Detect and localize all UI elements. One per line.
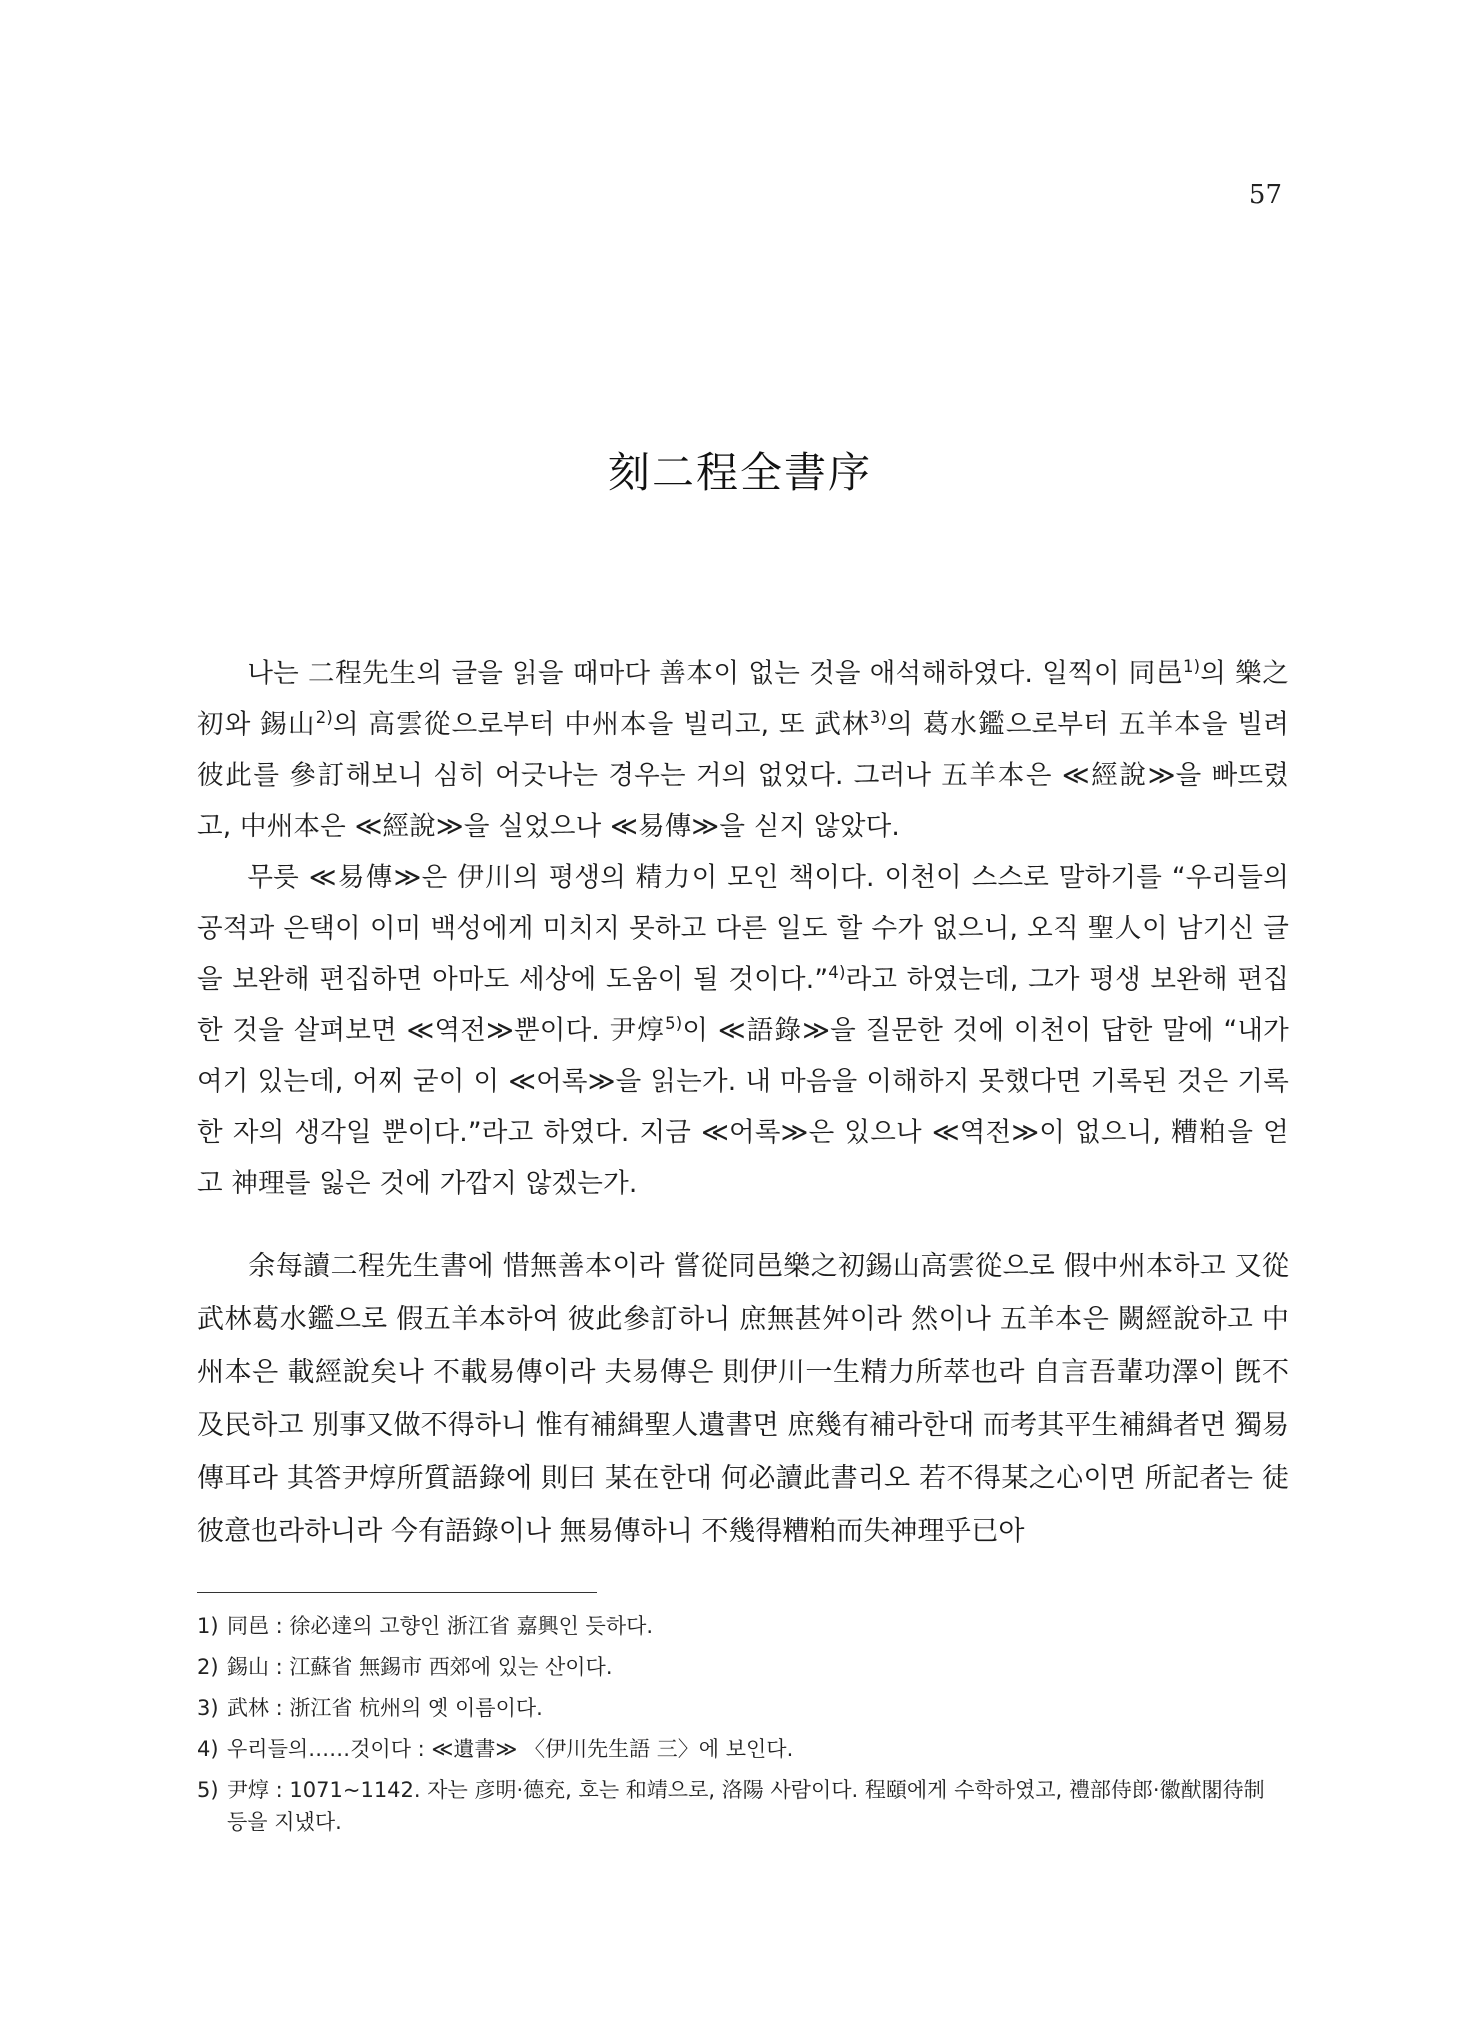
korean-paragraph-1: 나는 二程先生의 글을 읽을 때마다 善本이 없는 것을 애석해하였다. 일찍이 同邑$^{1)}$의 樂之初와 錫山$^{2)}$의 高雲從으로부터 中州本을 빌리고, 또 武林$^{3)}$의 葛水鑑으로부터 五羊本을 빌려 彼此를 參訂해보니 심히 어긋나는 경우는 거의 없었다. 그러나 五羊本은 ≪經說≫을 빠뜨렸고, 中州本은 ≪經說≫을 실었으나 ≪易傳≫을 싣지 않았다.	[197, 657, 1289, 842]
footnotes	[197, 1610, 1289, 1847]
footnote-text: 武林 : 浙江省 杭州의 옛 이름이다.	[227, 1696, 543, 1720]
footnote-text: 錫山 : 江蘇省 無錫市 西郊에 있는 산이다.	[227, 1655, 613, 1679]
footnote-marker: 4)	[828, 963, 846, 983]
footnote-item	[197, 1774, 1289, 1838]
page-number: 57	[1248, 180, 1282, 210]
footnote-marker: 1)	[1183, 657, 1201, 677]
footnote-item	[197, 1733, 1289, 1765]
footnote-text: 同邑 : 徐必達의 고향인 浙江省 嘉興인 듯하다.	[227, 1614, 654, 1638]
classical-chinese-text	[197, 1240, 1289, 1558]
footnote-number: 5)	[197, 1778, 219, 1802]
footnote-text: 우리들의……것이다 : ≪遺書≫ 〈伊川先生語 三〉에 보인다.	[227, 1737, 794, 1761]
footnote-divider	[197, 1592, 597, 1593]
footnote-number: 4)	[197, 1737, 219, 1761]
hanmun-paragraph: 余每讀二程先生書에 惜無善本이라 嘗從同邑樂之初錫山高雲從으로 假中州本하고 又從武林葛水鑑으로 假五羊本하여 彼此參訂하니 庶無甚舛이라 然이나 五羊本은 闕經說하고 中州本은 載經說矣나 不載易傳이라 夫易傳은 則伊川一生精力所萃也라 自言吾輩功澤이 旣不及民하고 別事又做不得하니 惟有補緝聖人遺書면 庶幾有補라한대 而考其平生補緝者면 獨易傳耳라 其答尹焞所質語錄에 則曰 某在한대 何必讀此書리오 若不得某之心이면 所記者는 徒彼意也라하니라 今有語錄이나 無易傳하니 不幾得糟粕而失神理乎已아	[197, 1251, 1289, 1547]
footnote-marker: 3)	[869, 708, 888, 728]
korean-translation	[197, 648, 1289, 1209]
footnote-marker: 2)	[315, 708, 333, 728]
footnote-item	[197, 1692, 1289, 1724]
footnote-number: 2)	[197, 1655, 219, 1679]
footnote-marker: 5)	[665, 1014, 683, 1034]
page-title: 刻二程全書序	[607, 448, 872, 497]
footnote-number: 1)	[197, 1614, 219, 1638]
korean-paragraph-2: 무릇 ≪易傳≫은 伊川의 평생의 精力이 모인 책이다. 이천이 스스로 말하기를 “우리들의 공적과 은택이 이미 백성에게 미치지 못하고 다른 일도 할 수가 없으니, 오직 聖人이 남기신 글을 보완해 편집하면 아마도 세상에 도움이 될 것이다.”$^{4)}$라고 하였는데, 그가 평생 보완해 편집한 것을 살펴보면 ≪역전≫뿐이다. 尹焞$^{5)}$이 ≪語錄≫을 질문한 것에 이천이 답한 말에 “내가 여기 있는데, 어찌 굳이 이 ≪어록≫을 읽는가. 내 마음을 이해하지 못했다면 기록된 것은 기록한 자의 생각일 뿐이다.”라고 하였다. 지금 ≪어록≫은 있으나 ≪역전≫이 없으니, 糟粕을 얻고 神理를 잃은 것에 가깝지 않겠는가.	[197, 862, 1289, 1199]
footnote-item	[197, 1610, 1289, 1642]
footnote-number: 3)	[197, 1696, 219, 1720]
footnote-item	[197, 1651, 1289, 1683]
footnote-text: 尹焞 : 1071~1142. 자는 彦明·德充, 호는 和靖으로, 洛陽 사람이다. 程頤에게 수학하였고, 禮部侍郎·徽猷閣待制 등을 지냈다.	[227, 1778, 1265, 1834]
